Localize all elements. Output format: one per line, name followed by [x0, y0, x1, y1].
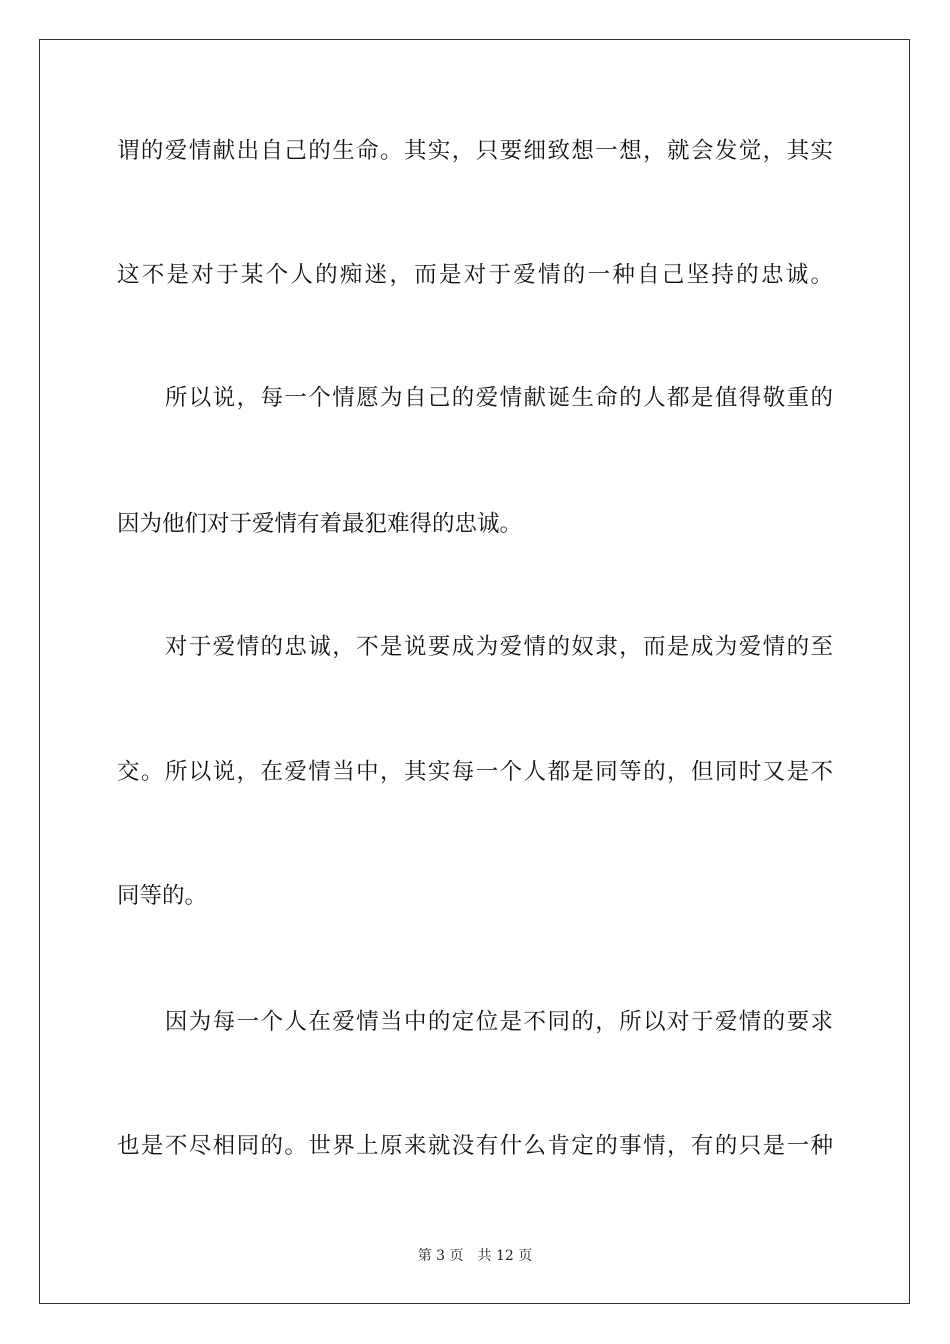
- text-line: 对于爱情的忠诚，不是说要成为爱情的奴隶，而是成为爱情的至: [117, 634, 833, 660]
- page-border: [39, 39, 910, 1304]
- text-line: 这不是对于某个人的痴迷，而是对于爱情的一种自己坚持的忠诚。: [117, 262, 833, 288]
- page-number: 第 3 页 共 12 页: [417, 1248, 533, 1264]
- text-line: 所以说，每一个情愿为自己的爱情献诞生命的人都是值得敬重的: [117, 385, 833, 411]
- text-line: 也是不尽相同的。世界上原来就没有什么肯定的事情，有的只是一种: [117, 1133, 833, 1159]
- text-line: 交。所以说，在爱情当中，其实每一个人都是同等的，但同时又是不: [117, 759, 833, 785]
- text-line: 因为他们对于爱情有着最犯难得的忠诚。: [117, 511, 523, 537]
- text-line: 谓的爱情献出自己的生命。其实，只要细致想一想，就会发觉，其实: [117, 138, 833, 164]
- page-number-footer: [0, 1246, 950, 1266]
- text-line: 同等的。: [117, 883, 208, 909]
- text-line: 因为每一个人在爱情当中的定位是不同的，所以对于爱情的要求: [117, 1009, 833, 1035]
